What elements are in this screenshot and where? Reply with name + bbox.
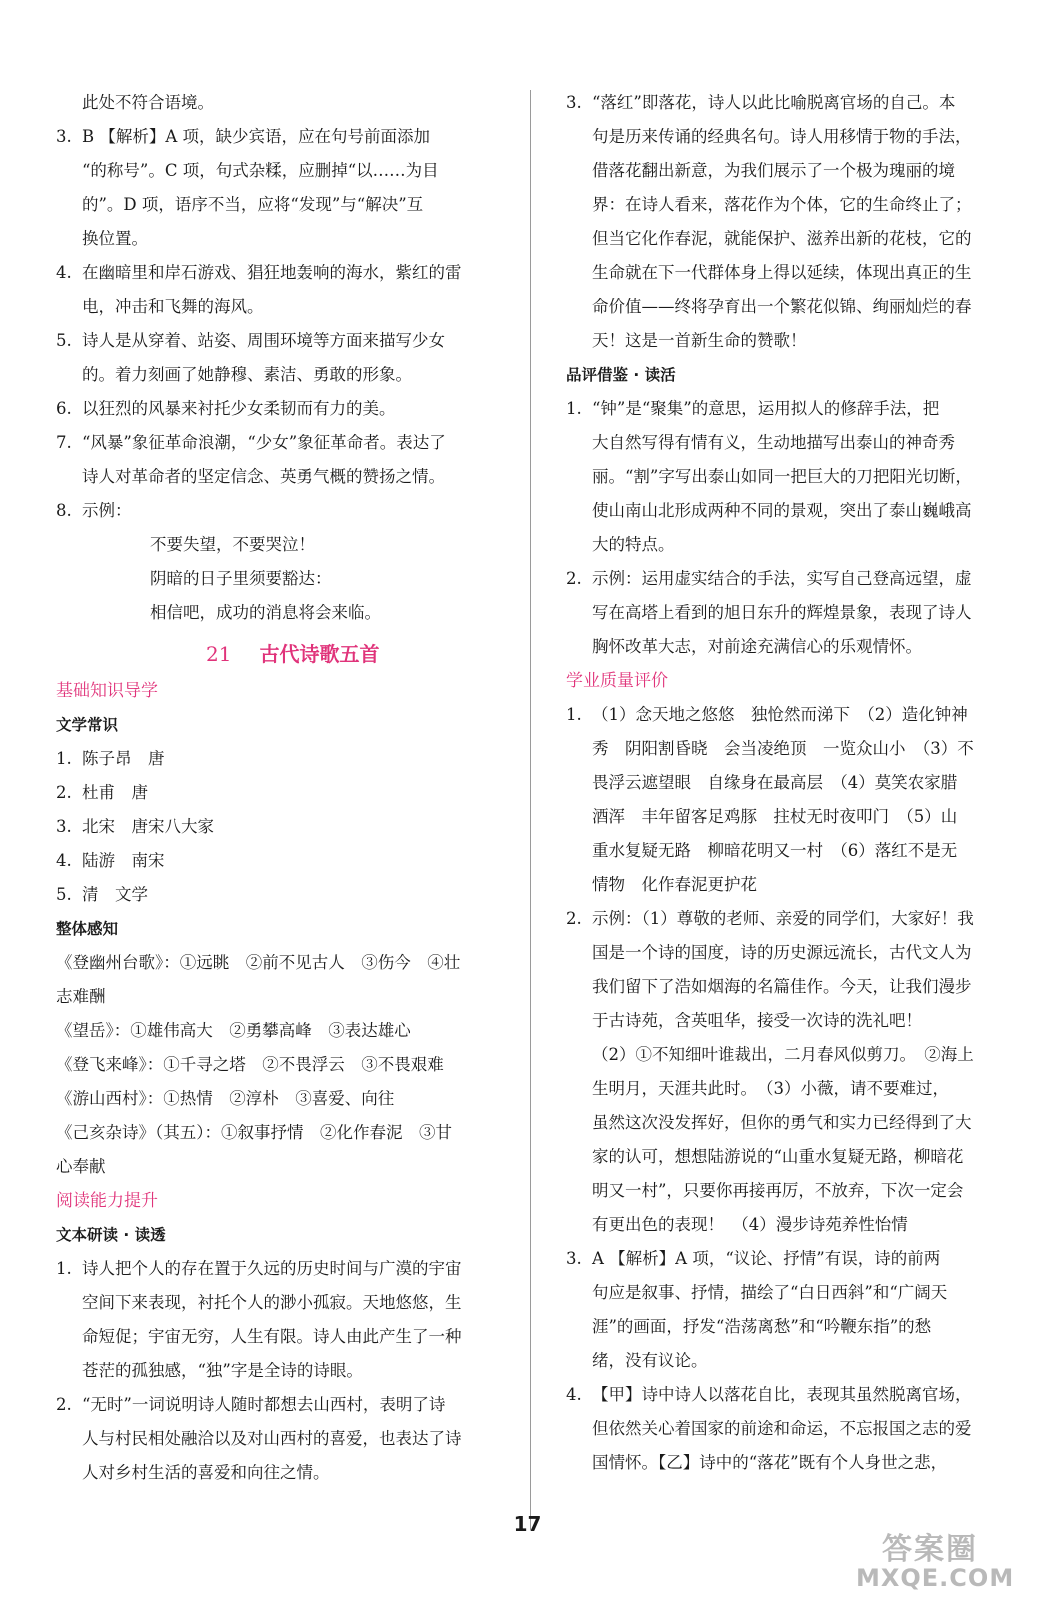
text-line: 以狂烈的风暴来衬托少女柔韧而有力的美。 (82, 399, 396, 418)
item-text (82, 494, 496, 528)
item-number: 2. (56, 1395, 72, 1414)
overall-entry: 《游山西村》：①热情 ②淳朴 ③喜爱、向往 (56, 1089, 395, 1108)
text-line: 命价值——终将孕育出一个繁花似锦、绚丽灿烂的春 (592, 297, 972, 316)
text-line: “落红”即落花，诗人以此比喻脱离官场的自己。本 (592, 93, 956, 112)
poem-line: 相信吧，成功的消息将会来临。 (150, 603, 381, 622)
text-line: 有更出色的表现！ （4）漫步诗苑养性怡情 (592, 1215, 908, 1234)
item-text: 杜甫 唐 (82, 783, 148, 802)
column-divider (530, 90, 531, 1530)
text-line: 空间下来表现，衬托个人的渺小孤寂。天地悠悠，生 (82, 1293, 462, 1312)
text-line: 国情怀。【乙】诗中的“落花”既有个人身世之悲， (592, 1453, 948, 1472)
answer-item (566, 698, 1006, 902)
text-line: 但依然关心着国家的前途和命运，不忘报国之志的爱 (592, 1419, 972, 1438)
item-text (82, 256, 496, 324)
text-line: “无时”一词说明诗人随时都想去山西村，表明了诗 (82, 1395, 446, 1414)
text-line: B 【解析】A 项，缺少宾语，应在句号前面添加 (82, 127, 431, 146)
item-text (592, 1242, 1006, 1378)
answer-item (56, 426, 496, 494)
text-line: （1）念天地之悠悠 独怆然而涕下 （2）造化钟神 (592, 705, 968, 724)
text-line: 大自然写得有情有义，生动地描写出泰山的神奇秀 (592, 433, 955, 452)
answer-item (56, 494, 496, 528)
text-line: 此处不符合语境。 (82, 93, 214, 112)
item-number: 8. (56, 501, 72, 520)
answer-item (566, 392, 1006, 562)
item-number: 2. (566, 909, 582, 928)
answer-item (56, 878, 496, 912)
item-number: 7. (56, 433, 72, 452)
overall-entry: 《望岳》：①雄伟高大 ②勇攀高峰 ③表达雄心 (56, 1021, 411, 1040)
item-text (592, 86, 1006, 358)
poem-line: 阴暗的日子里须要豁达： (150, 569, 332, 588)
answer-item (56, 1388, 496, 1490)
text-line: 人对乡村生活的喜爱和向往之情。 (82, 1463, 330, 1482)
text-line: 的。着力刻画了她静穆、素洁、勇敢的形象。 (82, 365, 412, 384)
item-number: 1. (56, 1259, 72, 1278)
text-line: 酒浑 丰年留客足鸡豚 拄杖无时夜叩门 （5）山 (592, 807, 958, 826)
text-line: 诗人对革命者的坚定信念、英勇气概的赞扬之情。 (82, 467, 445, 486)
text-line: 人与村民相处融洽以及对山西村的喜爱，也表达了诗 (82, 1429, 462, 1448)
answer-item (56, 810, 496, 844)
lesson-number: 21 (206, 642, 232, 666)
text-line: 在幽暗里和岸石游戏、猖狂地轰响的海水，紫红的雷 (82, 263, 462, 282)
text-line: 苍茫的孤独感，“独”字是全诗的诗眼。 (82, 1361, 363, 1380)
answer-item (56, 742, 496, 776)
text-line: 生明月，天涯共此时。 （3）小薇，请不要难过， (592, 1079, 949, 1098)
text-line: 命短促；宇宙无穷，人生有限。诗人由此产生了一种 (82, 1327, 462, 1346)
overall-entry (56, 1116, 496, 1184)
text-line: 诗人把个人的存在置于久远的历史时间与广漠的宇宙 (82, 1259, 462, 1278)
item-text (592, 698, 1006, 902)
answer-item (566, 562, 1006, 664)
text-line: 写在高塔上看到的旭日东升的辉煌景象，表现了诗人 (592, 603, 972, 622)
answer-item (566, 1378, 1006, 1480)
text-line: 大的特点。 (592, 535, 675, 554)
item-text: 清 文学 (82, 885, 148, 904)
text-line: “的称号”。C 项，句式杂糅，应删掉“以……为目 (82, 161, 439, 180)
text-line: 情物 化作春泥更护花 (592, 875, 757, 894)
item-text (592, 902, 1006, 1242)
right-column (566, 86, 1006, 1480)
watermark-title: 答案圈 (882, 1532, 978, 1567)
item-text: 陆游 南宋 (82, 851, 165, 870)
item-number: 4. (56, 263, 72, 282)
item-text (82, 324, 496, 392)
poem-line: 不要失望，不要哭泣！ (150, 535, 315, 554)
subsection-heading: 文本研读 · 读透 (56, 1226, 166, 1244)
text-line: 但当它化作春泥，就能保护、滋养出新的花枝，它的 (592, 229, 972, 248)
text-line: “风暴”象征革命浪潮，“少女”象征革命者。表达了 (82, 433, 446, 452)
text-line: 电，冲击和飞舞的海风。 (82, 297, 264, 316)
item-text: 北宋 唐宋八大家 (82, 817, 214, 836)
section-heading: 学业质量评价 (566, 671, 668, 691)
item-text (82, 426, 496, 494)
item-text (82, 1388, 496, 1490)
text-line: 使山南山北形成两种不同的景观，突出了泰山巍峨高 (592, 501, 972, 520)
subsection-heading: 品评借鉴 · 读活 (566, 366, 676, 384)
item-text (592, 562, 1006, 664)
text-line: 涯”的画面，抒发“浩荡离愁”和“吟鞭东指”的愁 (592, 1317, 932, 1336)
item-number: 3. (566, 1249, 582, 1268)
item-number: 2. (566, 569, 582, 588)
item-number: 4. (566, 1385, 582, 1404)
text-line: 绪，没有议论。 (592, 1351, 708, 1370)
text-line: 于古诗苑，含英咀华，接受一次诗的洗礼吧！ (592, 1011, 922, 1030)
item-number: 5. (56, 885, 72, 904)
text-line: 明又一村”，只要你再接再厉，不放弃，下次一定会 (592, 1181, 964, 1200)
item-text: 陈子昂 唐 (82, 749, 165, 768)
watermark-domain: MXQE.COM (856, 1564, 1015, 1592)
page-number: 17 (513, 1512, 542, 1536)
text-line: 国是一个诗的国度，诗的历史源远流长，古代文人为 (592, 943, 972, 962)
item-text (82, 120, 496, 256)
item-number: 3. (566, 93, 582, 112)
text-line: 【甲】诗中诗人以落花自比，表现其虽然脱离官场， (592, 1385, 972, 1404)
item-number: 2. (56, 783, 72, 802)
text-line: 胸怀改革大志，对前途充满信心的乐观情怀。 (592, 637, 922, 656)
section-heading: 阅读能力提升 (56, 1191, 158, 1211)
text-line: 句是历来传诵的经典名句。诗人用移情于物的手法， (592, 127, 972, 146)
item-number: 3. (56, 127, 72, 146)
item-number: 1. (56, 749, 72, 768)
text-line: 秀 阴阳割昏晓 会当凌绝顶 一览众山小 （3）不 (592, 739, 974, 758)
text-line: （2）①不知细叶谁裁出，二月春风似剪刀。 ②海上 (592, 1045, 974, 1064)
text-line: 虽然这次没发挥好，但你的勇气和实力已经得到了大 (592, 1113, 972, 1132)
text-line: 志难酬 (56, 987, 106, 1006)
answer-item (56, 844, 496, 878)
overall-entry: 《登飞来峰》：①千寻之塔 ②不畏浮云 ③不畏艰难 (56, 1055, 444, 1074)
text-line: 生命就在下一代群体身上得以延续，体现出真正的生 (592, 263, 972, 282)
answer-item (566, 902, 1006, 1242)
text-line: 畏浮云遮望眼 自缘身在最高层 （4）莫笑农家腊 (592, 773, 958, 792)
answer-item (56, 1252, 496, 1388)
item-number: 1. (566, 705, 582, 724)
text-line: “钟”是“聚集”的意思，运用拟人的修辞手法，把 (592, 399, 940, 418)
subsection-heading: 整体感知 (56, 920, 119, 938)
answer-item (566, 1242, 1006, 1378)
left-column (56, 86, 496, 1490)
text-line: 示例：（1）尊敬的老师、亲爱的同学们，大家好！我 (592, 909, 974, 928)
text-line: 重水复疑无路 柳暗花明又一村 （6）落红不是无 (592, 841, 958, 860)
text-line: 换位置。 (82, 229, 148, 248)
lesson-name: 古代诗歌五首 (259, 642, 380, 666)
example-poem (56, 528, 496, 630)
text-line: 家的认可，想想陆游说的“山重水复疑无路，柳暗花 (592, 1147, 964, 1166)
text-line: 诗人是从穿着、站姿、周围环境等方面来描写少女 (82, 331, 445, 350)
text-line: 心奉献 (56, 1157, 106, 1176)
text-line: 界：在诗人看来，落花作为个体，它的生命终止了； (592, 195, 972, 214)
text-line: 《己亥杂诗》（其五）：①叙事抒情 ②化作春泥 ③甘 (56, 1123, 452, 1142)
item-number: 1. (566, 399, 582, 418)
item-text (592, 1378, 1006, 1480)
text-line: 我们留下了浩如烟海的名篇佳作。今天，让我们漫步 (592, 977, 972, 996)
text-line: 丽。“割”字写出泰山如同一把巨大的刀把阳光切断， (592, 467, 972, 486)
text-line: 《登幽州台歌》：①远眺 ②前不见古人 ③伤今 ④壮 (56, 953, 461, 972)
answer-item (56, 324, 496, 392)
text-line: 借落花翻出新意，为我们展示了一个极为瑰丽的境 (592, 161, 955, 180)
text-line: 示例：运用虚实结合的手法，实写自己登高远望，虚 (592, 569, 972, 588)
lesson-title (56, 634, 496, 674)
text-line: 的”。D 项，语序不当，应将“发现”与“解决”互 (82, 195, 424, 214)
answer-item (56, 256, 496, 324)
subsection-heading: 文学常识 (56, 716, 119, 734)
overall-entry (56, 946, 496, 1014)
text-line: 示例： (82, 501, 132, 520)
item-number: 4. (56, 851, 72, 870)
item-number: 6. (56, 399, 72, 418)
section-heading: 基础知识导学 (56, 681, 158, 701)
answer-item (56, 776, 496, 810)
item-number: 5. (56, 331, 72, 350)
item-text (82, 1252, 496, 1388)
text-line: 句应是叙事、抒情，描绘了“白日西斜”和“广阔天 (592, 1283, 948, 1302)
item-text (592, 392, 1006, 562)
item-text (82, 392, 496, 426)
text-line: A 【解析】A 项，“议论、抒情”有误，诗的前两 (592, 1249, 941, 1268)
answer-item (56, 120, 496, 256)
watermark-logo (842, 1524, 1038, 1594)
text-line: 天！这是一首新生命的赞歌！ (592, 331, 807, 350)
answer-item (56, 392, 496, 426)
item-number: 3. (56, 817, 72, 836)
answer-item (566, 86, 1006, 358)
